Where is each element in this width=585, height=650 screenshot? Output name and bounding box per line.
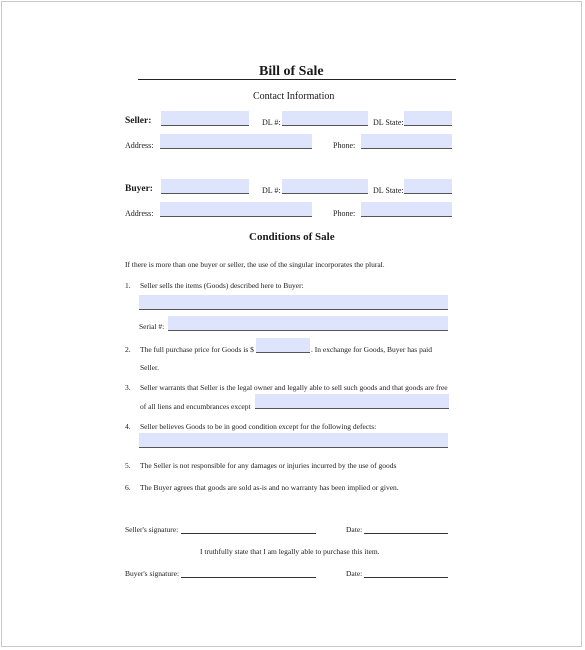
- buyer-signature-line[interactable]: [181, 577, 316, 578]
- purchase-price-field[interactable]: [256, 338, 310, 353]
- defects-field[interactable]: [139, 433, 448, 448]
- seller-label: Seller:: [125, 116, 152, 126]
- conditions-heading: Conditions of Sale: [249, 231, 335, 243]
- seller-dl-label: DL #:: [262, 118, 281, 127]
- item-6-number: 6.: [125, 483, 131, 492]
- item-5-text: The Seller is not responsible for any damages or injuries incurred by the use of goods: [140, 461, 397, 470]
- serial-number-field[interactable]: [168, 316, 448, 331]
- item-1-number: 1.: [125, 281, 131, 290]
- buyer-dl-label: DL #:: [262, 186, 281, 195]
- seller-phone-label: Phone:: [333, 141, 356, 150]
- seller-name-field[interactable]: [161, 111, 249, 126]
- buyer-statement: I truthfully state that I am legally able to purchase this item.: [200, 547, 380, 556]
- buyer-address-label: Address:: [125, 209, 154, 218]
- item-2-text-a: The full purchase price for Goods is $: [140, 345, 254, 354]
- buyer-dl-state-field[interactable]: [404, 179, 452, 194]
- buyer-date-line[interactable]: [364, 577, 448, 578]
- item-2-number: 2.: [125, 345, 131, 354]
- buyer-date-label: Date:: [346, 569, 363, 578]
- item-2-text-c: Seller.: [140, 363, 159, 372]
- item-4-text: Seller believes Goods to be in good condition except for the following defects:: [140, 422, 377, 431]
- seller-dl-field[interactable]: [282, 111, 368, 126]
- buyer-dl-state-label: DL State:: [373, 186, 404, 195]
- seller-dl-state-field[interactable]: [404, 111, 452, 126]
- seller-signature-label: Seller's signature:: [125, 525, 179, 534]
- buyer-phone-field[interactable]: [361, 202, 452, 217]
- item-3-text-b: of all liens and encumbrances except: [140, 402, 251, 411]
- item-1-text: Seller sells the items (Goods) described here to Buyer:: [140, 281, 304, 290]
- title-rule: [138, 79, 456, 80]
- goods-description-field[interactable]: [139, 295, 448, 310]
- serial-label: Serial #:: [139, 322, 165, 331]
- seller-date-label: Date:: [346, 525, 363, 534]
- item-2-text-b: . In exchange for Goods, Buyer has paid: [311, 345, 433, 354]
- buyer-address-field[interactable]: [160, 202, 312, 217]
- item-5-number: 5.: [125, 461, 131, 470]
- item-4-number: 4.: [125, 422, 131, 431]
- buyer-signature-label: Buyer's signature:: [125, 569, 180, 578]
- seller-address-label: Address:: [125, 141, 154, 150]
- buyer-label: Buyer:: [125, 184, 153, 194]
- buyer-phone-label: Phone:: [333, 209, 356, 218]
- seller-dl-state-label: DL State:: [373, 118, 404, 127]
- buyer-name-field[interactable]: [161, 179, 249, 194]
- page-title: Bill of Sale: [259, 64, 324, 79]
- liens-exception-field[interactable]: [255, 394, 449, 409]
- item-3-number: 3.: [125, 383, 131, 392]
- item-6-text: The Buyer agrees that goods are sold as-is and no warranty has been implied or given.: [140, 483, 399, 492]
- buyer-dl-field[interactable]: [282, 179, 368, 194]
- item-3-text-a: Seller warrants that Seller is the legal owner and legally able to sell such goods and that goods are free: [140, 383, 448, 392]
- seller-date-line[interactable]: [364, 533, 448, 534]
- intro-text: If there is more than one buyer or seller, the use of the singular incorporates the plural.: [125, 260, 385, 269]
- seller-address-field[interactable]: [160, 134, 312, 149]
- seller-signature-line[interactable]: [181, 533, 316, 534]
- seller-phone-field[interactable]: [361, 134, 452, 149]
- contact-heading: Contact Information: [253, 91, 335, 102]
